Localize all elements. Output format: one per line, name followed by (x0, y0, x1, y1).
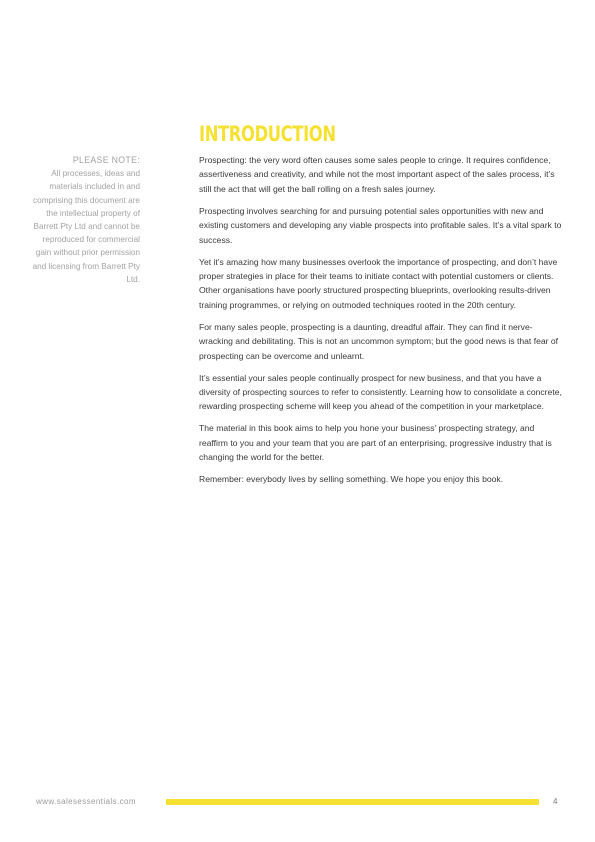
paragraph: Remember: everybody lives by selling something. We hope you enjoy this book. (199, 474, 504, 485)
introduction-body (199, 153, 563, 494)
paragraph: Prospecting: the very word often causes some sales people to cringe. It requires confidence, assertiveness and creativity, and while not the most important aspect of the sales process, it’s still the act that will get the ball rolling on a fresh sales journey. (199, 155, 555, 194)
paragraph: Prospecting involves searching for and pursuing potential sales opportunities with new and existing customers and developing any viable prospects into profitable sales. It’s a vital spark to success. (199, 205, 562, 245)
sidenote-body: All processes, ideas and materials included in and comprising this document are the intellectual property of Barrett Pty Ltd and cannot be reproduced for commercial gain without prior permission and licensing from Barrett Pty Ltd. (32, 169, 140, 284)
paragraph: It’s essential your sales people continually prospect for new business, and that you have a diversity of prospecting sources to refer to consistently. Learning how to consolidate a concrete, rewarding prospecting scheme will keep you ahead of the competition in your marketplace. (199, 372, 562, 412)
sidenote-title: PLEASE NOTE: (72, 155, 140, 165)
paragraph: For many sales people, prospecting is a daunting, dreadful affair. They can find it nerve-wracking and debilitating. This is not an uncommon symptom; but the good news is that fear of prospecting can be overcome and unlearnt. (199, 321, 559, 361)
footer-accent-bar (166, 799, 539, 805)
paragraph: The material in this book aims to help you hone your business’ prospecting strategy, and reaffirm to you and your team that you are part of an enterprising, progressive industry that is changing the world for the better. (199, 423, 552, 463)
page-title: INTRODUCTION (199, 122, 336, 146)
copyright-sidenote (30, 154, 140, 286)
footer-website: www.salesessentials.com (36, 797, 136, 806)
paragraph: Yet it’s amazing how many businesses overlook the importance of prospecting, and don’t have proper strategies in place for their teams to initiate contact with potential customers or clients. Other organisations have poorly structured prospecting blueprints, overlooking results-driven training programmes, or relying on outmoded techniques rooted in the 20th century. (199, 256, 558, 310)
page-number: 4 (553, 797, 558, 806)
